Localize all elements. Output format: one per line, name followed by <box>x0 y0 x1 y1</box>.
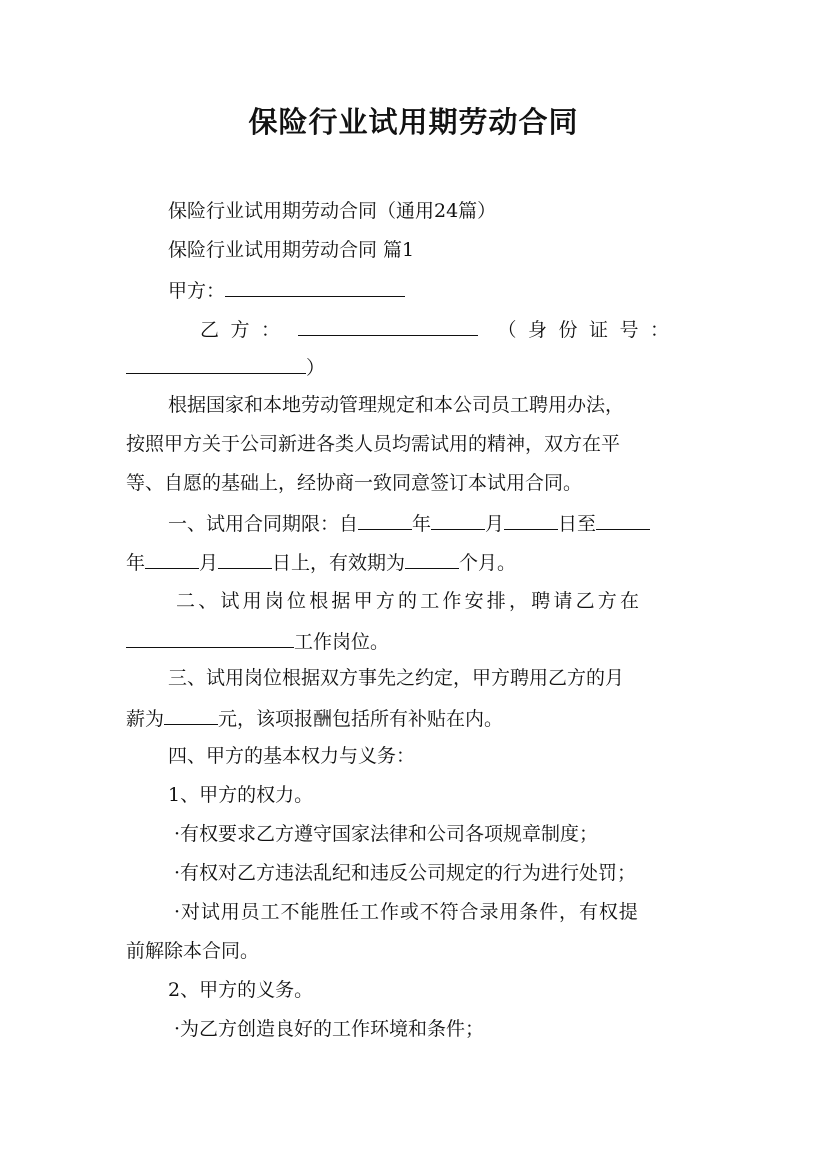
term-label: 一、试用合同期限：自 <box>168 513 359 535</box>
day-blank <box>504 509 558 530</box>
section-heading: 1、甲方的权力。 <box>168 784 314 806</box>
paragraph-line: 等、自愿的基础上，经协商一致同意签订本试用合同。 <box>126 472 583 494</box>
day-to-label: 日至 <box>558 513 597 535</box>
contract-subtitle: 保险行业试用期劳动合同（通用24篇） <box>168 200 497 222</box>
position-label: 工作岗位。 <box>294 631 390 653</box>
party-b-id-blank <box>126 353 306 374</box>
paragraph-line: 二、试用岗位根据甲方的工作安排，聘请乙方在 <box>176 590 643 612</box>
position-line <box>126 627 706 655</box>
day-end-blank <box>218 548 272 569</box>
contract-section-title: 保险行业试用期劳动合同 篇1 <box>168 239 415 261</box>
bullet-item: ·为乙方创造良好的工作环境和条件； <box>174 1018 485 1040</box>
paragraph-line: 前解除本合同。 <box>126 940 260 962</box>
party-b-blank <box>298 315 478 336</box>
party-b-id-close: ） <box>306 357 326 379</box>
months-label: 个月。 <box>459 552 517 574</box>
term-line-1 <box>168 509 706 537</box>
bullet-item: ·对试用员工不能胜任工作或不符合录用条件，有权提 <box>174 901 639 923</box>
bullet-item: ·有权对乙方违法乱纪和违反公司规定的行为进行处罚； <box>174 862 637 884</box>
year-label: 年 <box>126 552 146 574</box>
section-heading: 四、甲方的基本权力与义务： <box>168 745 416 767</box>
year-end-blank <box>596 509 650 530</box>
month-end-blank <box>145 548 199 569</box>
validity-label: 日上，有效期为 <box>272 552 406 574</box>
paragraph-line: 根据国家和本地劳动管理规定和本公司员工聘用办法， <box>168 394 625 416</box>
salary-line <box>126 704 706 732</box>
position-blank <box>126 627 294 648</box>
party-b-id-label: （身份证号： <box>497 319 681 341</box>
salary-label: 薪为 <box>126 708 165 730</box>
party-a-blank <box>225 276 405 297</box>
document-title: 保险行业试用期劳动合同 <box>248 105 579 139</box>
paragraph-line: 按照甲方关于公司新进各类人员均需试用的精神，双方在平 <box>126 433 621 455</box>
party-a-label: 甲方： <box>168 280 226 302</box>
party-a-line <box>168 276 706 304</box>
months-blank <box>405 548 459 569</box>
bullet-item: ·有权要求乙方遵守国家法律和公司各项规章制度； <box>174 823 599 845</box>
paragraph-line: 三、试用岗位根据双方事先之约定，甲方聘用乙方的月 <box>168 667 625 689</box>
month-blank <box>431 509 485 530</box>
salary-blank <box>164 704 218 725</box>
salary-note: 元，该项报酬包括所有补贴在内。 <box>218 708 504 730</box>
year-blank <box>358 509 412 530</box>
month-label: 月 <box>199 552 219 574</box>
term-line-2 <box>126 548 706 576</box>
section-heading: 2、甲方的义务。 <box>168 979 314 1001</box>
party-b-id-line <box>126 353 706 381</box>
party-b-line <box>200 315 706 343</box>
month-label: 月 <box>485 513 505 535</box>
party-b-label: 乙方： <box>200 319 292 341</box>
year-label: 年 <box>412 513 432 535</box>
